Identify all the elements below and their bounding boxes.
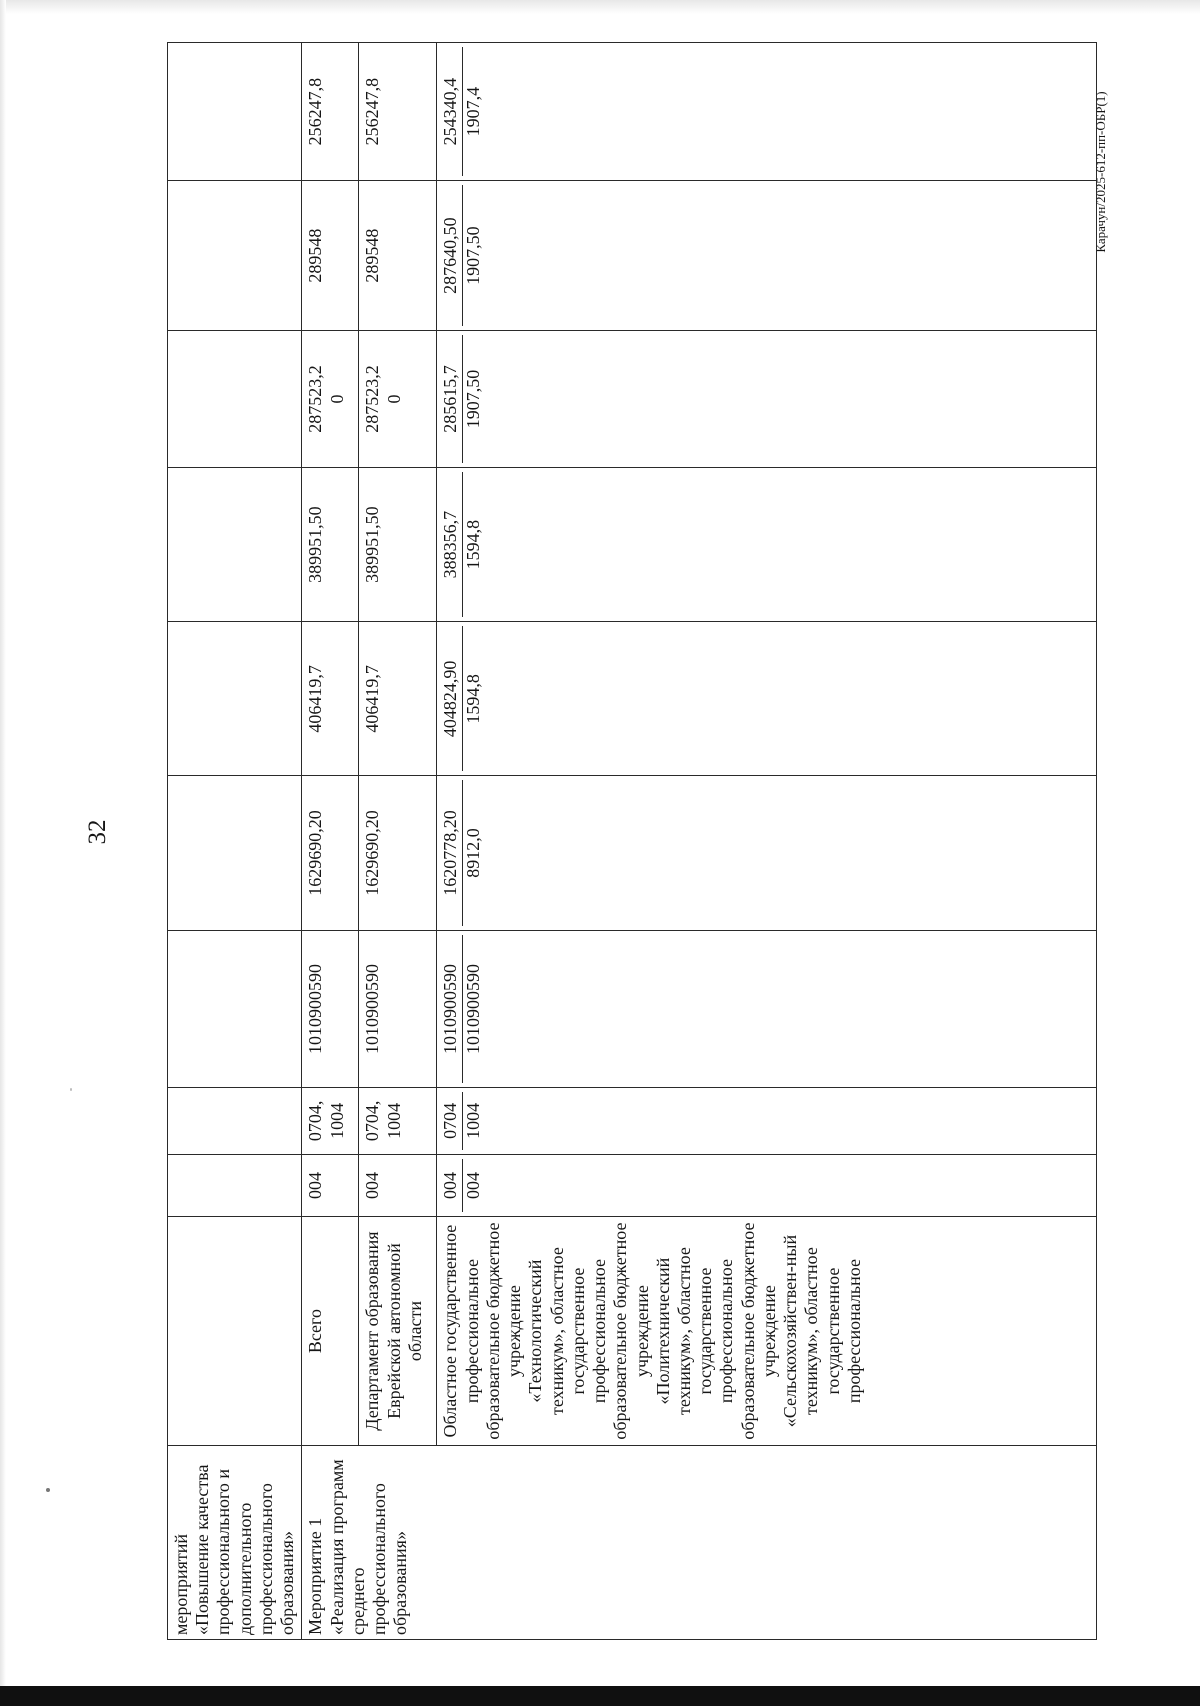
rzpr-value: 1004 xyxy=(462,1102,483,1139)
year4-cell: 289548 xyxy=(359,181,437,331)
year5-cell: 256247,8 xyxy=(359,43,437,181)
scan-bottom-edge xyxy=(0,1686,1200,1706)
csr-cell: 1010900590 xyxy=(359,930,437,1088)
scan-speck xyxy=(46,1488,50,1492)
rzpr-cell: 0704, 1004 xyxy=(302,1088,359,1154)
year2-cell: 389951,50 xyxy=(302,468,359,622)
year2-value: 388356,7 xyxy=(440,472,462,617)
scan-speck xyxy=(70,1088,72,1091)
table-row xyxy=(168,43,302,1640)
grbs-cell: 004 xyxy=(302,1154,359,1217)
year5-value: 1907,4 xyxy=(462,86,483,137)
rzpr-value: 0704 xyxy=(440,1092,462,1149)
year1-cell: 406419,7 xyxy=(302,622,359,776)
grbs-value: 004 xyxy=(462,1171,483,1199)
rzpr-cell: 0704, 1004 xyxy=(359,1088,437,1154)
csr-cell xyxy=(437,930,1097,1088)
total-cell: 1629690,20 xyxy=(359,776,437,930)
total-value: 8912,0 xyxy=(462,828,483,878)
year4-value: 1907,50 xyxy=(462,226,483,285)
year2-cell: 389951,50 xyxy=(359,468,437,622)
csr-value: 1010900590 xyxy=(440,935,462,1084)
year5-value: 254340,4 xyxy=(440,47,462,176)
csr-value: 1010900590 xyxy=(462,963,483,1054)
scan-top-edge xyxy=(0,0,1200,14)
year1-value: 1594,8 xyxy=(462,674,483,724)
year3-value: 1907,50 xyxy=(462,369,483,429)
year1-cell xyxy=(437,622,1097,776)
page-number: 32 xyxy=(84,819,111,845)
year5-cell xyxy=(437,43,1097,181)
table-row xyxy=(302,43,359,1640)
total-cell xyxy=(437,776,1097,930)
budget-table xyxy=(167,42,1097,1640)
table-row xyxy=(359,43,437,1640)
executor-cell: Департамент образования Еврейской автономной области xyxy=(359,1217,437,1445)
year3-cell: 287523,2 0 xyxy=(359,330,437,467)
year2-value: 1594,8 xyxy=(462,519,483,570)
grbs-cell: 004 xyxy=(359,1154,437,1217)
rzpr-cell xyxy=(437,1088,1097,1154)
executor-cell: Всего xyxy=(302,1217,359,1445)
scan-left-edge xyxy=(0,0,6,1706)
csr-cell: 1010900590 xyxy=(302,930,359,1088)
document-stamp: Карачун/2025-612-пп-ОБР(1) xyxy=(1093,91,1108,253)
grbs-cell xyxy=(437,1154,1097,1217)
total-cell: 1629690,20 xyxy=(302,776,359,930)
total-value: 1620778,20 xyxy=(440,780,462,925)
year2-cell xyxy=(437,468,1097,622)
group-label-cell: мероприятий «Повышение качества профессионального и дополнительного профессионального образования» xyxy=(168,1445,302,1639)
event1-label-cell: Мероприятие 1 «Реализация программ среднего профессионального образования» xyxy=(302,1445,1097,1639)
year4-cell xyxy=(437,181,1097,331)
year1-cell: 406419,7 xyxy=(359,622,437,776)
year4-cell: 289548 xyxy=(302,181,359,331)
year1-value: 404824,90 xyxy=(440,626,462,771)
table-row xyxy=(437,43,1097,1640)
year3-value: 285615,7 xyxy=(440,335,462,463)
executor-cell: Областное государственное профессиональное образовательное бюджетное учреждение «Технологический техникум», областное государственное профессиональное образовательное бюджетное учреждение «Политехнический техникум», областное государственное профессиональное образовательное бюджетное учреждение «Сельскохозяйствен-ный техникум», областное государственное профессиональное xyxy=(437,1217,1097,1445)
year4-value: 287640,50 xyxy=(440,185,462,326)
grbs-value: 004 xyxy=(440,1159,462,1213)
budget-table-grid xyxy=(167,42,1097,1640)
year3-cell xyxy=(437,330,1097,467)
year3-cell: 287523,2 0 xyxy=(302,330,359,467)
year5-cell: 256247,8 xyxy=(302,43,359,181)
